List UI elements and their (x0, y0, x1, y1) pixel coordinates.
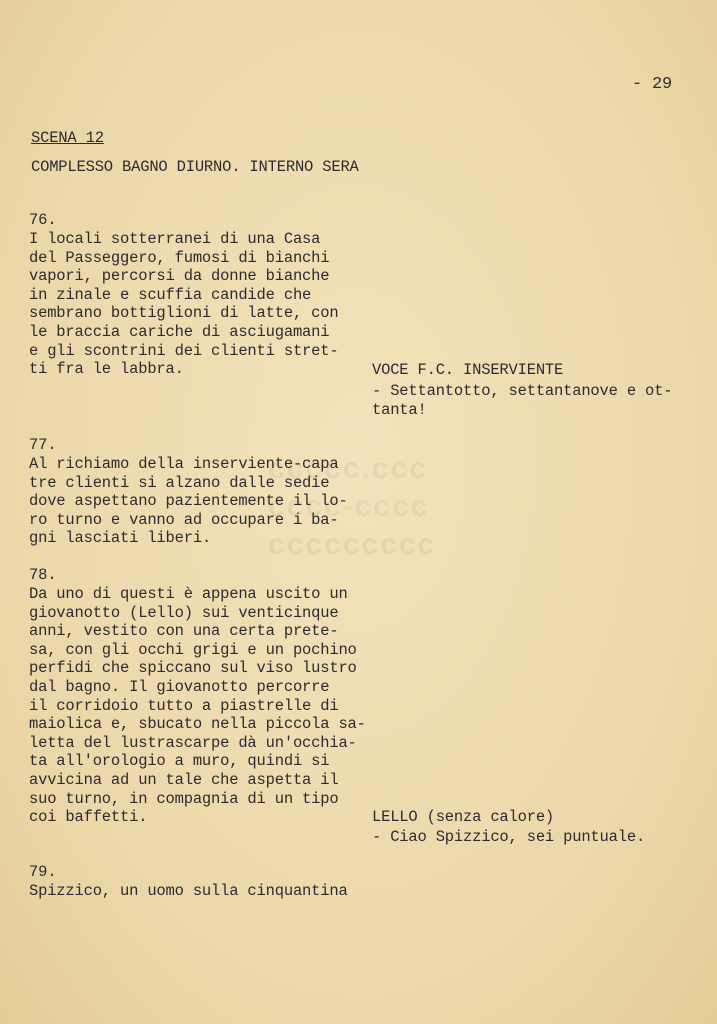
dialogue-line: - Settantotto, settantanove e ot- tanta! (372, 382, 673, 419)
action-text: Spizzico, un uomo sulla cinquantina (29, 882, 348, 900)
shot-number: 77. (29, 436, 57, 454)
action-text: I locali sotterranei di una Casa del Passeggero, fumosi di bianchi vapori, percorsi da donne bianche in zinale e scuffia candide che sembrano bottiglioni di latte, con le braccia cariche di asciugamani e gli scontrini dei clienti stret- ti fra le labbra. (29, 230, 339, 379)
dialogue-speaker: LELLO (senza calore) (372, 808, 555, 826)
shot-number: 79. (29, 863, 57, 881)
action-text: Al richiamo della inserviente-capa tre clienti si alzano dalle sedie dove aspettano pazientemente il lo- ro turno e vanno ad occupare i ba- gni lasciati liberi. (29, 455, 348, 548)
dialogue-line: - Ciao Spizzico, sei puntuale. (372, 828, 646, 846)
shot-number: 76. (29, 211, 57, 229)
shot-number: 78. (29, 566, 57, 584)
scene-heading: SCENA 12 (31, 129, 104, 147)
scene-location: COMPLESSO BAGNO DIURNO. INTERNO SERA (31, 158, 359, 176)
dialogue-speaker: VOCE F.C. INSERVIENTE (372, 361, 564, 379)
action-text: Da uno di questi è appena uscito un giovanotto (Lello) sui venticinque anni, vestito con una certa prete- sa, con gli occhi grigi e un pochino perfidi che spiccano sul viso lustro dal bagno. Il giovanotto percorre il corridoio tutto a piastrelle di maiolica e, sbucato nella piccola sa- letta del lustrascarpe dà un'occhia- ta all'orologio a muro, quindi si avvicina ad un tale che aspetta il suo turno, in compagnia di un tipo coi baffetti. (29, 585, 366, 827)
faded-stamp: ccccc.ccc cccc-cccc ccccccccc (268, 452, 437, 561)
page-number: - 29 (632, 75, 673, 94)
